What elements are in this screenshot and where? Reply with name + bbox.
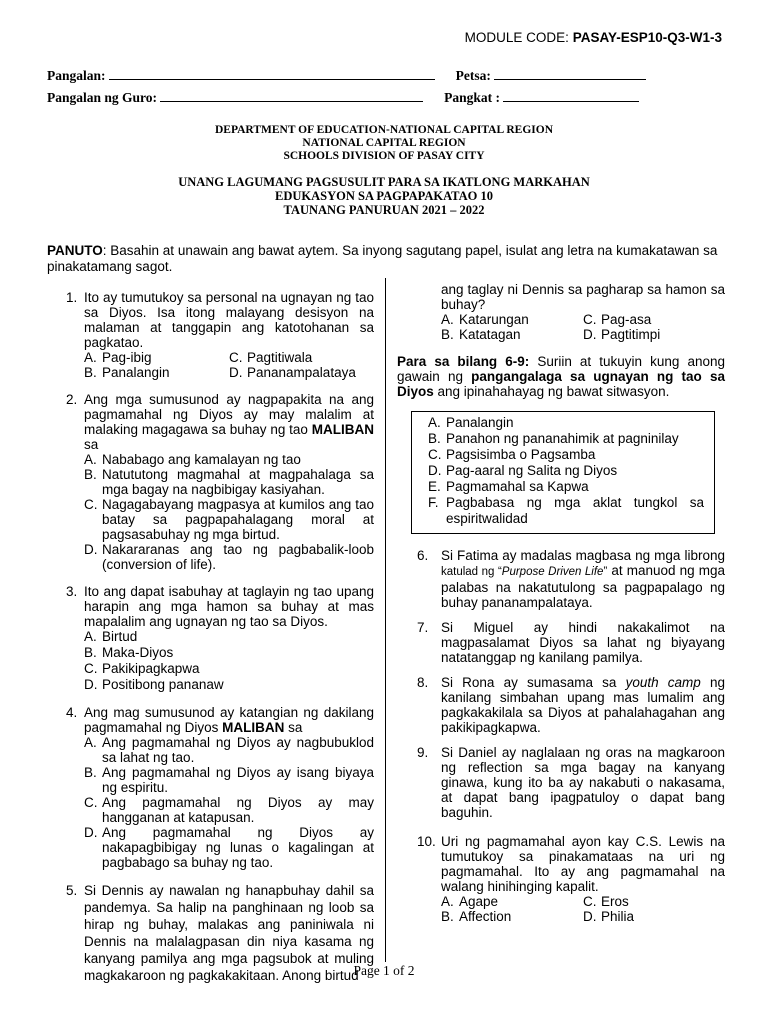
option-c[interactable]: C. Pag-asa [583, 312, 652, 327]
choice-d: D. Pag-aaral ng Salita ng Diyos [428, 463, 618, 478]
instruction-emphasis: pangangalaga sa ugnayan ng tao sa Diyos [397, 369, 725, 399]
option-d[interactable]: D. Positibong pananaw [84, 677, 224, 692]
option-b[interactable]: B. Maka-Diyos [84, 645, 174, 660]
question-number: 4. [66, 705, 78, 720]
option-c[interactable]: C. Eros [583, 894, 629, 909]
instructions [47, 243, 737, 275]
section-field[interactable] [503, 90, 639, 102]
option-c[interactable]: C. Pagtitiwala [229, 350, 313, 365]
choice-b: B. Panahon ng pananahimik at pagninilay [428, 431, 679, 446]
option-text: Pag-asa [601, 312, 652, 327]
option-text: Maka-Diyos [102, 645, 174, 660]
choice-text: Panahon ng pananahimik at pagninilay [446, 431, 679, 446]
instruction-label: Para sa bilang 6-9: [397, 354, 530, 369]
option-a[interactable]: A. Nababago ang kamalayan ng tao [84, 452, 301, 467]
options [441, 312, 725, 342]
module-code-value: PASAY-ESP10-Q3-W1-3 [572, 30, 722, 45]
question-8 [397, 675, 725, 735]
option-text: Pakikipagkapwa [102, 661, 200, 676]
question-number: 5. [66, 883, 78, 898]
option-b[interactable]: B. Natututong magmahal at magpahalaga sa mga bagay na nagbibigay kasiyahan. [84, 467, 374, 497]
option-a[interactable]: A. Agape [441, 894, 499, 909]
question-number: 9. [417, 745, 429, 760]
option-c[interactable]: C. Nagagabayang magpasya at kumilos ang tao batay sa pagpapahalagang moral at pagsasabuhay ng mga birtud. [84, 497, 374, 542]
option-c[interactable]: C. Ang pagmamahal ng Diyos ay may hangganan at katapusan. [84, 795, 374, 825]
choice-a: A. Panalangin [428, 415, 514, 430]
question-3 [47, 584, 374, 693]
question-5-continued [397, 282, 725, 342]
name-field[interactable] [109, 68, 435, 80]
info-row-teacher [47, 90, 639, 106]
question-text-main: Ang mag sumusunod ay katangian ng dakilang pagmamahal ng Diyos [84, 705, 374, 735]
option-text: Nakararanas ang tao ng pagbabalik-loob (conversion of life). [102, 542, 374, 572]
question-text: Si Miguel ay hindi nakakalimot na magpasalamat Diyos sa lahat ng biyayang natatanggap ng kanilang pamilya. [441, 620, 725, 665]
question-text: Ito ang dapat isabuhay at taglayin ng tao upang harapin ang mga hamon sa buhay at mas mapalalim ang ugnayan ng tao sa Diyos. [84, 584, 374, 629]
right-column [397, 282, 725, 934]
option-text: Ang pagmamahal ng Diyos ay nakapagbibigay ng lunas o kagalingan at pagbabago sa buhay ng tao. [102, 825, 374, 870]
option-text: Panalangin [102, 365, 170, 380]
question-2 [47, 392, 374, 572]
option-text: Pag-ibig [102, 350, 152, 365]
module-code [465, 30, 722, 45]
choice-text: Pagbabasa ng mga aklat tungkol sa espiritwalidad [446, 495, 704, 526]
option-text: Ang pagmamahal ng Diyos ay may hangganan at katapusan. [102, 795, 374, 825]
options [84, 350, 374, 380]
name-label: Pangalan: [47, 68, 106, 83]
option-text: Katarungan [459, 312, 529, 327]
instruction-text-tail: ang ipinahahayag ng bawat sitwasyon. [433, 384, 670, 399]
question-number: 6. [417, 548, 429, 563]
info-row-name [47, 68, 646, 84]
agency-header [0, 124, 768, 163]
choice-text: Pagmamahal sa Kapwa [446, 479, 589, 494]
option-d[interactable]: D. Nakararanas ang tao ng pagbabalik-loob (conversion of life). [84, 542, 374, 572]
options [441, 894, 725, 924]
option-text: Nagagabayang magpasya at kumilos ang tao batay sa pagpapahalagang moral at pagsasabuhay ng mga birtud. [102, 497, 374, 542]
question-text: Si Rona ay sumasama sa youth camp ng kanilang simbahan upang mas lumalim ang pagkakakilala sa Diyos at pahalahagahan ang pakikipagkapwa. [441, 675, 725, 735]
exam-line-2: EDUKASYON SA PAGPAPAKATAO 10 [275, 189, 493, 203]
date-label: Petsa: [455, 68, 491, 83]
question-number: 3. [66, 584, 78, 599]
option-text: Ang pagmamahal ng Diyos ay nagbubuklod sa lahat ng tao. [102, 735, 374, 765]
choice-text: Panalangin [446, 415, 514, 430]
option-text: Pagtitimpi [601, 327, 661, 342]
question-1 [47, 290, 374, 380]
question-number: 8. [417, 675, 429, 690]
section-label: Pangkat : [444, 90, 501, 105]
question-text-emphasis: MALIBAN [222, 720, 285, 735]
question-text [84, 705, 374, 735]
date-field[interactable] [494, 68, 646, 80]
option-a[interactable]: A. Birtud [84, 629, 138, 644]
option-text: Katatagan [459, 327, 521, 342]
question-10 [397, 834, 725, 924]
option-text: Pagtitiwala [247, 350, 313, 365]
option-a[interactable]: A. Pag-ibig [84, 350, 152, 365]
option-c[interactable]: C. Pakikipagkapwa [84, 661, 200, 676]
question-number: 2. [66, 392, 78, 407]
question-number: 1. [66, 290, 78, 305]
exam-line-1: UNANG LAGUMANG PAGSUSULIT PARA SA IKATLONG MARKAHAN [178, 175, 590, 189]
agency-line-2: NATIONAL CAPITAL REGION [302, 137, 466, 149]
page-footer: Page 1 of 2 [353, 963, 415, 978]
instruction-6-9 [397, 354, 725, 399]
question-number: 7. [417, 620, 429, 635]
option-a[interactable]: A. Ang pagmamahal ng Diyos ay nagbubuklod sa lahat ng tao. [84, 735, 374, 765]
option-b[interactable]: B. Ang pagmamahal ng Diyos ay isang biyaya ng espiritu. [84, 765, 374, 795]
option-d[interactable]: D. Philia [583, 909, 635, 924]
exam-line-3: TAUNANG PANURUAN 2021 – 2022 [283, 203, 485, 217]
column-divider [385, 278, 386, 962]
question-text: Ito ay tumutukoy sa personal na ugnayan ng tao sa Diyos. Isa itong malayang desisyon na malaman at tanggapin ang katotohanan sa pagkatao. [84, 290, 374, 350]
question-text: Si Daniel ay naglalaan ng oras na magkaroon ng reflection sa mga bagay na kanyang ginawa, kung ito ba ay nakabuti o nakasama, at dapat bang ipagpatuloy o dapat bang baguhin. [441, 745, 725, 820]
option-d[interactable]: D. Pananampalataya [229, 365, 356, 380]
option-text: Ang pagmamahal ng Diyos ay isang biyaya ng espiritu. [102, 765, 374, 795]
question-text: Si Fatima ay madalas magbasa ng mga librong katulad ng “Purpose Driven Life” at manuod ng mga palabas na nakatutulong sa pagpapalago ng buhay pananampalataya. [441, 548, 725, 610]
option-text: Birtud [102, 629, 138, 644]
left-column [47, 290, 374, 996]
instructions-label: PANUTO [47, 243, 103, 258]
choice-text: Pagsisimba o Pagsamba [446, 447, 596, 462]
question-9 [397, 745, 725, 820]
question-text-emphasis: MALIBAN [311, 422, 374, 437]
option-text: Eros [601, 894, 629, 909]
option-a[interactable]: A. Katarungan [441, 312, 529, 327]
question-text-tail: sa [84, 437, 99, 452]
option-text: Natututong magmahal at magpahalaga sa mga bagay na nagbibigay kasiyahan. [102, 467, 374, 497]
option-d[interactable]: D. Ang pagmamahal ng Diyos ay nakapagbibigay ng lunas o kagalingan at pagbabago sa buhay ng tao. [84, 825, 374, 870]
option-text: Philia [601, 909, 635, 924]
choices-box [411, 411, 715, 534]
exam-title [0, 175, 768, 217]
option-text: Nababago ang kamalayan ng tao [102, 452, 301, 467]
option-b[interactable]: B. Affection [441, 909, 512, 924]
question-text [84, 392, 374, 452]
options [84, 629, 374, 693]
question-7 [397, 620, 725, 665]
option-text: Positibong pananaw [102, 677, 224, 692]
option-d[interactable]: D. Pagtitimpi [583, 327, 661, 342]
question-4 [47, 705, 374, 870]
instructions-text: : Basahin at unawain ang bawat aytem. Sa inyong sagutang papel, isulat ang letra na kumakatawan sa pinakatamang sagot. [47, 243, 718, 274]
agency-line-3: SCHOOLS DIVISION OF PASAY CITY [283, 150, 485, 162]
question-text-tail: sa [284, 720, 303, 735]
option-text: Agape [459, 894, 499, 909]
options [84, 452, 374, 572]
choice-c: C. Pagsisimba o Pagsamba [428, 447, 596, 462]
teacher-field[interactable] [160, 90, 423, 102]
instruction-text: Suriin at tukuyin kung anong gawain ng [397, 354, 725, 384]
question-text-main: Ang mga sumusunod ay nagpapakita na ang pagmamahal ng Diyos ay may malalim at malaking magagawa sa buhay ng tao [84, 392, 374, 437]
option-text: Affection [459, 909, 512, 924]
agency-line-1: DEPARTMENT OF EDUCATION-NATIONAL CAPITAL REGION [214, 124, 554, 136]
choice-e: E. Pagmamahal sa Kapwa [428, 479, 589, 494]
option-b[interactable]: B. Katatagan [441, 327, 521, 342]
question-text: Si Dennis ay nawalan ng hanapbuhay dahil sa pandemya. Sa halip na panghinaan ng loob sa hirap ng buhay, malakas ang paniniwala ni Dennis na malalagpasan din niya kasama ng kanyang pamilya ang mga pagsubok at muling magkakaroon ng pagkakakitaan. Anong birtud [84, 883, 374, 983]
question-text: ang taglay ni Dennis sa pagharap sa hamon sa buhay? [441, 282, 725, 312]
module-code-label: MODULE CODE: [464, 30, 573, 45]
question-text: Uri ng pagmamahal ayon kay C.S. Lewis na tumutukoy sa pinakamataas na uri ng pagmamahal. Ito ay ang pagmamahal na walang hinihinging kapalit. [441, 834, 725, 894]
option-b[interactable]: B. Panalangin [84, 365, 170, 380]
choice-text: Pag-aaral ng Salita ng Diyos [446, 463, 618, 478]
question-6 [397, 548, 725, 610]
question-number: 10. [417, 834, 436, 849]
options [84, 735, 374, 870]
choice-f: F. Pagbabasa ng mga aklat tungkol sa espiritwalidad [428, 495, 704, 526]
option-text: Pananampalataya [247, 365, 356, 380]
teacher-label: Pangalan ng Guro: [47, 90, 158, 105]
